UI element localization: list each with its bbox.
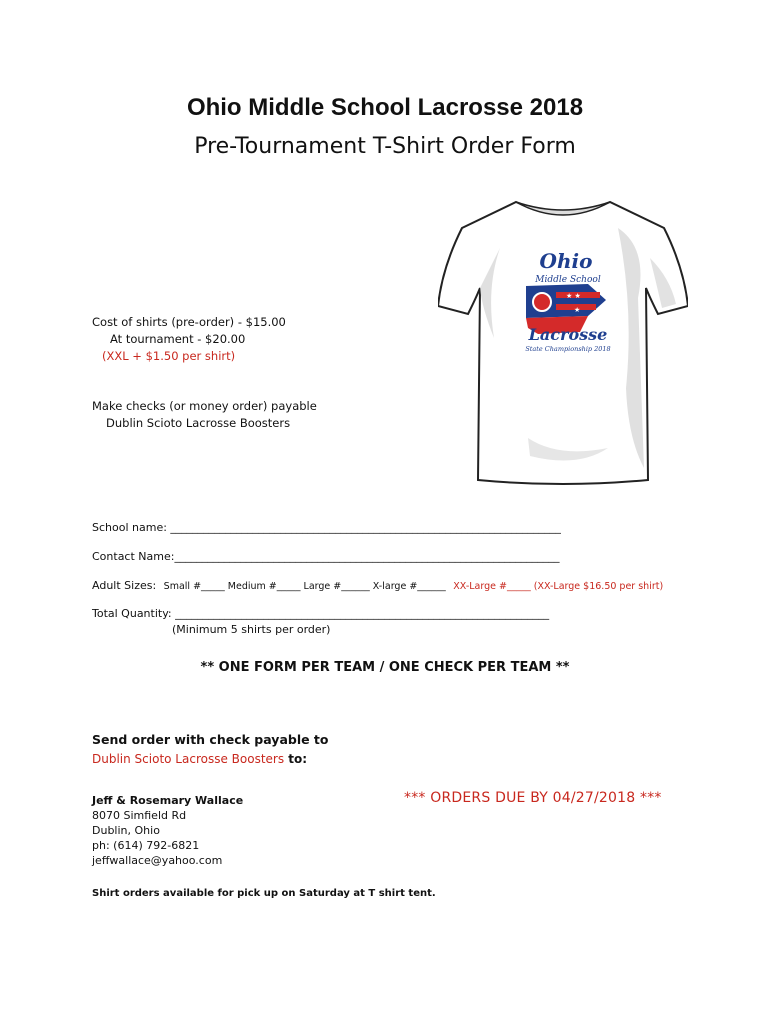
address-phone: ph: (614) 792-6821: [92, 839, 200, 852]
send-payee: Dublin Scioto Lacrosse Boosters: [92, 752, 285, 766]
page-subtitle: Pre-Tournament T-Shirt Order Form: [194, 134, 576, 159]
svg-text:★ ★: ★ ★: [566, 292, 581, 300]
pickup-note: Shirt orders available for pick up on Saturday at T shirt tent.: [92, 888, 436, 899]
address-name: Jeff & Rosemary Wallace: [92, 794, 244, 807]
address-block: [92, 793, 243, 868]
minimum-note: (Minimum 5 shirts per order): [172, 623, 331, 636]
address-city: Dublin, Ohio: [92, 824, 160, 837]
shirt-graphic-line3: Lacrosse: [528, 325, 608, 344]
send-line2: [92, 752, 307, 766]
send-line1: Send order with check payable to: [92, 732, 329, 747]
shirt-graphic-line1: Ohio: [539, 249, 593, 273]
payment-line1: Make checks (or money order) payable: [92, 399, 317, 413]
pricing-block: [92, 314, 286, 365]
price-tournament: At tournament - $20.00: [110, 332, 246, 346]
address-email[interactable]: jeffwallace@yahoo.com: [92, 854, 223, 867]
school-name-field[interactable]: School name: _______________________________________________________________________: [92, 521, 561, 534]
address-street: 8070 Simfield Rd: [92, 809, 187, 822]
payment-block: [92, 398, 317, 432]
sizes-label: Adult Sizes:: [92, 579, 157, 592]
page-title: Ohio Middle School Lacrosse 2018: [186, 94, 584, 121]
price-xxl: (XXL + $1.50 per shirt): [102, 349, 236, 363]
shirt-graphic-line4: State Championship 2018: [525, 345, 611, 353]
contact-name-field[interactable]: Contact Name:______________________________________________________________________: [92, 550, 560, 563]
payment-line2: Dublin Scioto Lacrosse Boosters: [106, 416, 291, 430]
one-form-notice: ** ONE FORM PER TEAM / ONE CHECK PER TEAM **: [200, 660, 570, 675]
sizes-standard[interactable]: Small #_____ Medium #_____ Large #______ X-large #______: [163, 581, 446, 592]
adult-sizes-row[interactable]: [92, 579, 663, 592]
svg-text:★: ★: [574, 306, 581, 314]
total-quantity-field[interactable]: Total Quantity: ____________________________________________________________________: [92, 607, 550, 620]
send-to: to:: [284, 752, 308, 766]
orders-due-notice: *** ORDERS DUE BY 04/27/2018 ***: [404, 790, 662, 806]
shirt-graphic-line2: Middle School: [535, 275, 601, 285]
sizes-xxl[interactable]: XX-Large #_____ (XX-Large $16.50 per shirt): [453, 581, 664, 592]
price-preorder: Cost of shirts (pre-order) - $15.00: [92, 315, 286, 329]
tshirt-image: [438, 188, 688, 488]
